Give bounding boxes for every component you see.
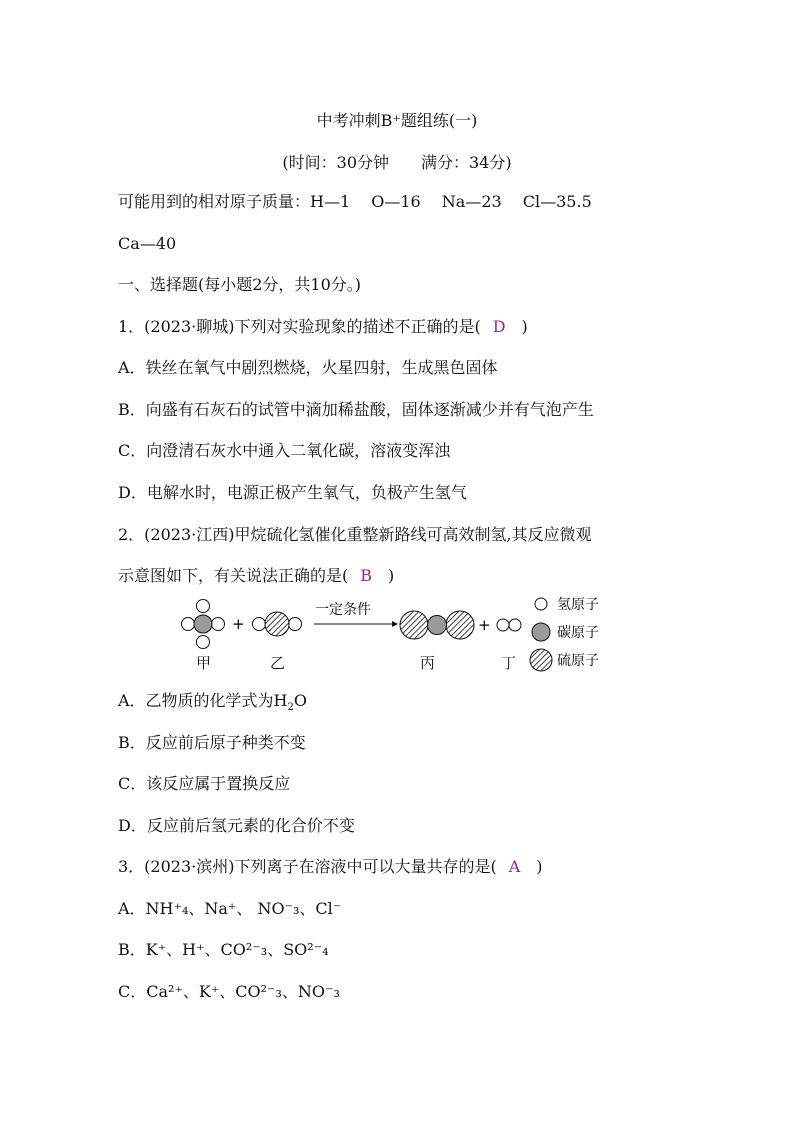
q1-close: ) bbox=[521, 317, 528, 336]
h-atom bbox=[212, 618, 225, 631]
q3-option-c: C．Ca²⁺、K⁺、CO²⁻₃、NO⁻₃ bbox=[118, 982, 340, 1001]
molecule-bing bbox=[400, 611, 474, 639]
q2-stem-2 bbox=[118, 566, 394, 586]
q2-option-c: C．该反应属于置换反应 bbox=[118, 774, 291, 793]
q2-option-a bbox=[118, 691, 307, 718]
reaction-svg bbox=[170, 594, 650, 674]
q2-stem-text: 示意图如下，有关说法正确的是( bbox=[118, 566, 349, 585]
q2-option-a-tail: O bbox=[293, 691, 308, 710]
legend-h-icon bbox=[535, 598, 547, 610]
q1-option-d: D．电解水时，电源正极产生氧气，负极产生氢气 bbox=[118, 483, 467, 502]
legend bbox=[530, 597, 599, 671]
time-score: (时间：30分钟 满分：34分) bbox=[282, 153, 512, 172]
label-yi: 乙 bbox=[270, 654, 286, 672]
s-atom bbox=[400, 611, 428, 639]
section-heading: 一、选择题(每小题2分，共10分。) bbox=[118, 275, 362, 294]
q2-option-a-text: A．乙物质的化学式为H bbox=[118, 691, 288, 710]
legend-s-icon bbox=[530, 649, 552, 671]
h-atom bbox=[253, 618, 266, 631]
q1-option-c: C．向澄清石灰水中通入二氧化碳，溶液变浑浊 bbox=[118, 441, 451, 460]
q3-close: ) bbox=[536, 857, 543, 876]
h-atom bbox=[197, 636, 210, 649]
q1-option-a: A．铁丝在氧气中剧烈燃烧，火星四射，生成黑色固体 bbox=[118, 358, 498, 377]
c-atom bbox=[194, 615, 212, 633]
legend-s-label: 硫原子 bbox=[557, 653, 599, 669]
q3-option-a: A．NH⁺₄、Na⁺、 NO⁻₃、Cl⁻ bbox=[118, 899, 342, 918]
plus-sign-2: + bbox=[478, 616, 491, 634]
q3-stem bbox=[118, 857, 543, 877]
label-bing: 丙 bbox=[420, 654, 436, 672]
s-atom bbox=[446, 611, 474, 639]
plus-sign-1: + bbox=[232, 615, 245, 633]
q3-answer: A bbox=[508, 857, 521, 876]
q3-stem-text: 3．(2023·滨州)下列离子在溶液中可以大量共存的是( bbox=[118, 857, 497, 876]
arrow-head bbox=[392, 621, 398, 627]
q1-answer: D bbox=[492, 317, 506, 336]
q1-stem bbox=[118, 317, 528, 337]
legend-h-label: 氢原子 bbox=[557, 597, 599, 613]
q2-close: ) bbox=[388, 566, 395, 585]
h-atom bbox=[497, 619, 509, 631]
q3-option-b: B．K⁺、H⁺、CO²⁻₃、SO²⁻₄ bbox=[118, 940, 329, 959]
h-atom bbox=[509, 619, 521, 631]
page-title: 中考冲刺B⁺题组练(一) bbox=[316, 111, 478, 130]
s-atom bbox=[265, 612, 289, 636]
molecule-jia bbox=[182, 600, 225, 649]
molecule-yi bbox=[253, 612, 302, 636]
q2-option-b: B．反应前后原子种类不变 bbox=[118, 733, 306, 752]
q2-option-d: D．反应前后氢元素的化合价不变 bbox=[118, 816, 355, 835]
atomic-mass-line-2: Ca—40 bbox=[118, 234, 177, 253]
h-atom bbox=[197, 600, 210, 613]
q2-answer: B bbox=[360, 566, 373, 585]
reaction-diagram bbox=[170, 594, 650, 674]
c-atom bbox=[428, 616, 447, 635]
h-atom bbox=[182, 618, 195, 631]
q1-option-b: B．向盛有石灰石的试管中滴加稀盐酸，固体逐渐减少并有气泡产生 bbox=[118, 400, 594, 419]
legend-c-icon bbox=[532, 623, 550, 641]
label-ding: 丁 bbox=[501, 654, 517, 672]
h-atom bbox=[289, 618, 302, 631]
q1-stem-text: 1．(2023·聊城)下列对实验现象的描述不正确的是( bbox=[118, 317, 481, 336]
legend-c-label: 碳原子 bbox=[557, 625, 599, 641]
reaction-condition: 一定条件 bbox=[315, 602, 371, 618]
molecule-ding bbox=[497, 619, 521, 631]
q2-option-a-subscript: 2 bbox=[287, 702, 294, 714]
label-jia: 甲 bbox=[196, 654, 212, 672]
atomic-mass-line-1: 可能用到的相对原子质量：H—1 O—16 Na—23 Cl—35.5 bbox=[118, 192, 592, 211]
q2-stem-1: 2．(2023·江西)甲烷硫化氢催化重整新路线可高效制氢,其反应微观 bbox=[118, 525, 592, 544]
